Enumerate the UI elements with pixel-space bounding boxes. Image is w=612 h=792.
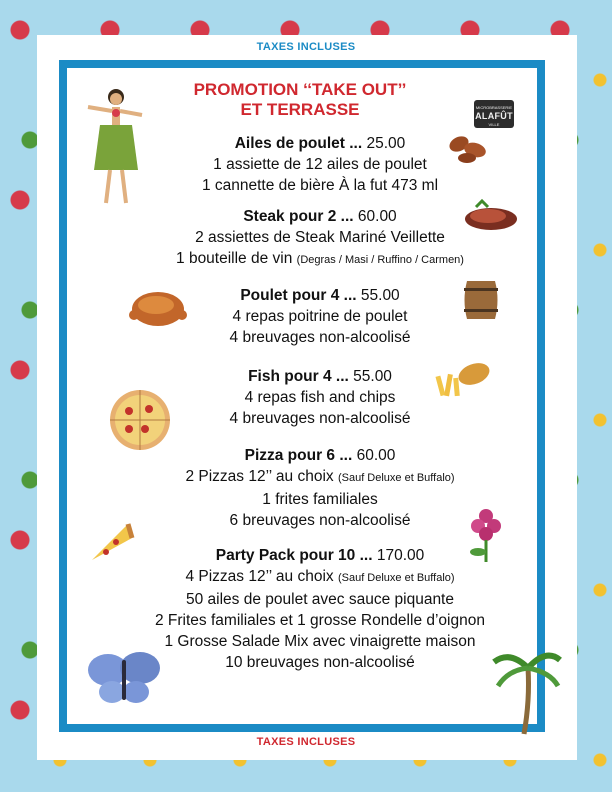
item-name: Ailes de poulet ... [234, 135, 363, 152]
taxes-bottom: TAXES INCLUSES [256, 736, 356, 748]
item-price: 55.00 [360, 287, 400, 304]
pizza-icon [107, 387, 173, 453]
item-price: 60.00 [357, 208, 397, 225]
item-line: 50 ailes de poulet avec sauce piquante [185, 591, 454, 608]
title-line-1: PROMOTION ‘‘TAKE OUT’’ [193, 80, 407, 99]
item-note: (Sauf Deluxe et Buffalo) [337, 572, 455, 584]
menu-item-party-pack [110, 545, 530, 673]
palm-tree-icon [492, 640, 562, 736]
item-line: 1 bouteille de vin [176, 250, 293, 267]
item-line: 4 repas fish and chips [244, 389, 396, 406]
item-line: 1 assiette de 12 ailes de poulet [213, 156, 427, 173]
item-price: 55.00 [353, 368, 392, 385]
item-line: 4 breuvages non-alcoolisé [229, 410, 411, 427]
roast-chicken-icon [126, 285, 188, 331]
item-name: Pizza pour 6 ... [244, 447, 353, 464]
item-note: (Sauf Deluxe et Buffalo) [337, 472, 455, 484]
item-line: 6 breuvages non-alcoolisé [229, 512, 411, 529]
item-price: 25.00 [366, 135, 406, 152]
title-line-2: ET TERRASSE [240, 100, 360, 119]
taxes-top: TAXES INCLUSES [256, 41, 356, 53]
flower-icon [464, 504, 508, 564]
barrel-icon [462, 277, 500, 323]
item-note: (Degras / Masi / Ruffino / Carmen) [296, 254, 464, 266]
item-name: Steak pour 2 ... [243, 208, 354, 225]
item-line: 4 repas poitrine de poulet [232, 308, 408, 325]
item-line: 1 Grosse Salade Mix avec vinaigrette maison [164, 633, 476, 650]
item-line: 1 cannette de bière À la fut 473 ml [201, 177, 439, 194]
item-name: Poulet pour 4 ... [240, 287, 357, 304]
item-price: 60.00 [356, 447, 396, 464]
logo-line-1: MICROBRASSERIE [475, 105, 513, 110]
fish-and-chips-icon [434, 356, 494, 400]
logo-line-3: VILLE [488, 122, 500, 127]
brewery-logo [474, 100, 514, 128]
item-line: 2 Frites familiales et 1 grosse Rondelle d’oignon [155, 612, 485, 629]
chicken-wings-icon [445, 130, 495, 165]
item-name: Party Pack pour 10 ... [215, 547, 373, 564]
item-line: 2 Pizzas 12’’ au choix [185, 468, 334, 485]
item-line: 2 assiettes de Steak Mariné Veillette [195, 229, 445, 246]
page-title [140, 80, 460, 120]
pizza-slice-icon [88, 520, 134, 564]
hula-dancer-icon [80, 85, 150, 210]
item-line: 4 Pizzas 12’’ au choix [185, 568, 334, 585]
item-line: 4 breuvages non-alcoolisé [229, 329, 411, 346]
butterfly-icon [86, 648, 162, 710]
steak-icon [462, 197, 520, 233]
item-price: 170.00 [376, 547, 425, 564]
item-name: Fish pour 4 ... [248, 368, 349, 385]
item-line: 1 frites familiales [262, 491, 378, 508]
item-line: 10 breuvages non-alcoolisé [225, 654, 415, 671]
logo-line-2: ALAFÛT [475, 111, 513, 121]
